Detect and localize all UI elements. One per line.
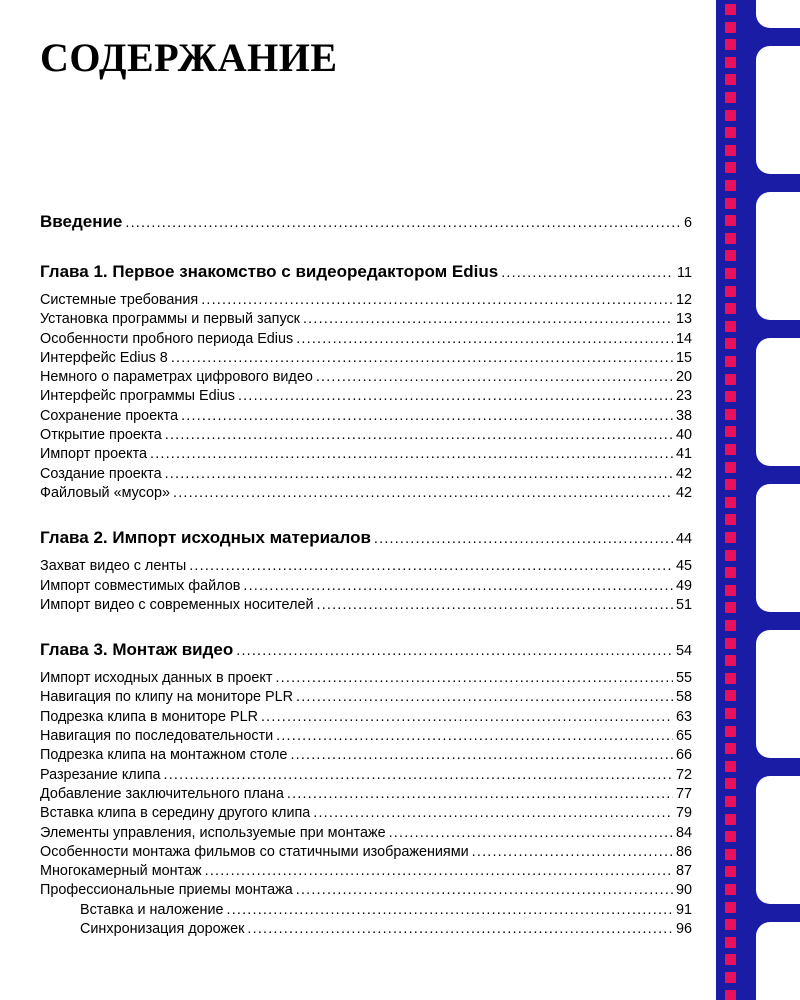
toc-entry-label: Установка программы и первый запуск: [40, 311, 300, 328]
toc-entry-label: Системные требования: [40, 292, 199, 308]
toc-chapter-page: 44: [675, 531, 692, 548]
toc-entry[interactable]: [40, 785, 692, 804]
toc-entry-page: 63: [675, 708, 692, 725]
toc-entry-label: Навигация по клипу на мониторе PLR: [40, 689, 294, 706]
toc-entry-page: 96: [675, 921, 692, 938]
toc-entry-page: 49: [675, 577, 692, 594]
dot-leader: [201, 291, 673, 310]
film-sprocket-hole: [725, 127, 736, 138]
film-sprocket-hole: [725, 268, 736, 279]
toc-entry-label: Импорт совместимых файлов: [40, 577, 241, 594]
toc-entry-page: 6: [683, 215, 692, 231]
toc-chapter-2[interactable]: [40, 526, 692, 550]
dot-leader: [501, 261, 674, 285]
toc-entry-page: 77: [675, 785, 692, 802]
toc-entry-label: Подрезка клипа в мониторе PLR: [40, 708, 258, 725]
film-sprocket-hole: [725, 462, 736, 473]
toc-subentry[interactable]: [40, 901, 692, 920]
dot-leader: [173, 484, 673, 503]
toc-entry[interactable]: [40, 708, 692, 727]
toc-entry[interactable]: [40, 349, 692, 368]
toc-entry-page: 58: [675, 689, 692, 706]
dot-leader: [317, 596, 673, 615]
film-sprocket-hole: [725, 162, 736, 173]
toc-entry[interactable]: [40, 881, 692, 900]
film-sprocket-hole: [725, 145, 736, 156]
toc-chapter-1[interactable]: [40, 260, 692, 284]
toc-entry-label: Открытие проекта: [40, 427, 162, 444]
toc-entry-page: 38: [675, 407, 692, 424]
dot-leader: [287, 785, 673, 804]
toc-entry-page: 40: [675, 427, 692, 444]
dot-leader: [238, 387, 673, 406]
dot-leader: [374, 527, 673, 551]
film-frame: [756, 0, 800, 28]
toc-entry[interactable]: [40, 330, 692, 349]
toc-chapter-label: Глава 2. Импорт исходных материалов: [40, 528, 371, 548]
film-sprocket-hole: [725, 638, 736, 649]
toc-entry-label: Импорт исходных данных в проект: [40, 670, 273, 687]
dot-leader: [205, 862, 673, 881]
toc-entry[interactable]: [40, 688, 692, 707]
film-sprocket-hole: [725, 814, 736, 825]
toc-entry-label: Интерфейс Edius 8: [40, 349, 168, 366]
toc-chapter-3[interactable]: [40, 638, 692, 662]
toc-entry-label: Особенности пробного периода Edius: [40, 330, 294, 347]
film-sprocket-hole: [725, 708, 736, 719]
toc-entry-page: 86: [675, 843, 692, 860]
film-sprocket-hole: [725, 778, 736, 789]
film-sprocket-hole: [725, 620, 736, 631]
toc-entry[interactable]: [40, 862, 692, 881]
film-sprocket-hole: [725, 690, 736, 701]
toc-intro-entry[interactable]: [40, 210, 692, 234]
toc-subentry[interactable]: [40, 920, 692, 939]
film-sprocket-hole: [725, 990, 736, 1000]
table-of-contents: [40, 210, 692, 939]
toc-entry-label: Добавление заключительного плана: [40, 785, 284, 802]
dot-leader: [227, 901, 673, 920]
toc-entry-label: Элементы управления, используемые при монтаже: [40, 824, 386, 841]
dot-leader: [171, 349, 673, 368]
toc-entry-label: Разрезание клипа: [40, 766, 161, 783]
film-sprocket-hole: [725, 250, 736, 261]
film-sprocket-hole: [725, 57, 736, 68]
toc-entry-page: 79: [675, 805, 692, 822]
toc-entry-page: 65: [675, 728, 692, 745]
dot-leader: [275, 669, 673, 688]
dot-leader: [150, 445, 673, 464]
film-sprocket-hole: [725, 954, 736, 965]
toc-entry-label: Многокамерный монтаж: [40, 863, 202, 880]
film-sprocket-hole: [725, 831, 736, 842]
dot-leader: [389, 824, 673, 843]
toc-entry-page: 13: [675, 311, 692, 328]
toc-entry[interactable]: [40, 465, 692, 484]
dot-leader: [236, 639, 673, 663]
film-sprocket-hole: [725, 655, 736, 666]
dot-leader: [181, 407, 673, 426]
film-sprocket-hole: [725, 796, 736, 807]
film-sprocket-hole: [725, 374, 736, 385]
toc-entry[interactable]: [40, 824, 692, 843]
film-strip-decoration: [716, 0, 800, 1000]
toc-entry[interactable]: [40, 804, 692, 823]
film-sprocket-hole: [725, 338, 736, 349]
dot-leader: [125, 211, 681, 235]
film-sprocket-hole: [725, 215, 736, 226]
toc-entry-page: 91: [675, 901, 692, 918]
toc-entry[interactable]: [40, 445, 692, 464]
toc-entry-page: 55: [675, 670, 692, 687]
toc-entry-label: Сохранение проекта: [40, 407, 179, 424]
film-sprocket-hole: [725, 409, 736, 420]
film-sprocket-hole: [725, 391, 736, 402]
dot-leader: [165, 465, 673, 484]
film-sprocket-hole: [725, 233, 736, 244]
toc-entry-label: Импорт видео с современных носителей: [40, 596, 314, 613]
film-sprocket-hole: [725, 426, 736, 437]
toc-entry-page: 23: [675, 388, 692, 405]
toc-entry[interactable]: [40, 746, 692, 765]
film-frame: [756, 776, 800, 904]
dot-leader: [313, 804, 673, 823]
dot-leader: [316, 368, 673, 387]
toc-entry[interactable]: [40, 426, 692, 445]
film-sprocket-hole: [725, 286, 736, 297]
toc-entry-page: 87: [675, 863, 692, 880]
toc-entry-page: 14: [675, 330, 692, 347]
dot-leader: [276, 727, 673, 746]
toc-entry[interactable]: [40, 727, 692, 746]
film-sprocket-hole: [725, 602, 736, 613]
toc-entry-label: Вставка клипа в середину другого клипа: [40, 805, 311, 822]
film-sprocket-hole: [725, 444, 736, 455]
toc-entry[interactable]: [40, 291, 692, 310]
film-sprocket-hole: [725, 514, 736, 525]
toc-chapter-label: Глава 1. Первое знакомство с видеоредактором Edius: [40, 262, 499, 281]
toc-entry-label: Немного о параметрах цифрового видео: [40, 369, 313, 386]
film-sprocket-hole: [725, 673, 736, 684]
toc-entry[interactable]: [40, 766, 692, 785]
film-sprocket-hole: [725, 4, 736, 15]
dot-leader: [296, 688, 673, 707]
toc-entry-page: 42: [675, 484, 692, 501]
toc-entry-label: Введение: [40, 212, 123, 231]
dot-leader: [290, 746, 673, 765]
toc-entry[interactable]: [40, 557, 692, 576]
film-sprocket-hole: [725, 972, 736, 983]
film-sprocket-hole: [725, 761, 736, 772]
film-sprocket-hole: [725, 726, 736, 737]
dot-leader: [164, 766, 673, 785]
film-frame: [756, 338, 800, 466]
film-sprocket-hole: [725, 110, 736, 121]
film-sprocket-hole: [725, 866, 736, 877]
toc-entry-page: 84: [675, 824, 692, 841]
dot-leader: [247, 920, 673, 939]
toc-entry-label: Особенности монтажа фильмов со статичными изображениями: [40, 843, 469, 860]
film-sprocket-hole: [725, 743, 736, 754]
toc-entry-label: Навигация по последовательности: [40, 728, 274, 745]
dot-leader: [189, 557, 673, 576]
toc-entry-page: 15: [675, 349, 692, 366]
toc-chapter-label: Глава 3. Монтаж видео: [40, 640, 234, 660]
toc-entry[interactable]: [40, 596, 692, 615]
film-sprocket-hole: [725, 321, 736, 332]
dot-leader: [243, 577, 673, 596]
dot-leader: [261, 708, 673, 727]
toc-entry-page: 90: [675, 882, 692, 899]
film-sprocket-hole: [725, 39, 736, 50]
toc-entry-page: 41: [675, 446, 692, 463]
toc-entry-label: Интерфейс программы Edius: [40, 388, 235, 405]
toc-entry[interactable]: [40, 669, 692, 688]
toc-entry[interactable]: [40, 577, 692, 596]
dot-leader: [165, 426, 673, 445]
toc-entry-page: 51: [675, 596, 692, 613]
toc-entry-label: Профессиональные приемы монтажа: [40, 882, 293, 899]
toc-entry-page: 20: [675, 369, 692, 386]
film-sprocket-hole: [725, 180, 736, 191]
toc-entry[interactable]: [40, 310, 692, 329]
dot-leader: [296, 881, 673, 900]
film-sprocket-hole: [725, 198, 736, 209]
toc-entry[interactable]: [40, 387, 692, 406]
film-sprocket-hole: [725, 567, 736, 578]
film-sprocket-hole: [725, 22, 736, 33]
film-sprocket-hole: [725, 937, 736, 948]
page-title: СОДЕРЖАНИЕ: [40, 35, 338, 80]
toc-entry[interactable]: [40, 407, 692, 426]
film-sprocket-hole: [725, 902, 736, 913]
film-frame: [756, 630, 800, 758]
film-frame: [756, 46, 800, 174]
film-sprocket-hole: [725, 497, 736, 508]
film-sprocket-hole: [725, 884, 736, 895]
film-sprocket-hole: [725, 92, 736, 103]
toc-entry-page: 66: [675, 747, 692, 764]
toc-chapter-page: 54: [675, 643, 692, 660]
toc-chapter-page: 11: [677, 265, 692, 281]
toc-entry-page: 42: [675, 465, 692, 482]
toc-entry-page: 12: [675, 292, 692, 308]
film-frame: [756, 922, 800, 1000]
film-sprocket-hole: [725, 74, 736, 85]
toc-entry[interactable]: [40, 484, 692, 503]
film-sprocket-hole: [725, 849, 736, 860]
toc-entry-label: Синхронизация дорожек: [80, 921, 245, 938]
toc-entry-page: 45: [675, 558, 692, 575]
film-frame: [756, 192, 800, 320]
toc-entry-label: Захват видео с ленты: [40, 558, 187, 575]
toc-entry-label: Файловый «мусор»: [40, 484, 171, 501]
film-sprocket-hole: [725, 585, 736, 596]
toc-entry-label: Импорт проекта: [40, 446, 148, 463]
film-sprocket-hole: [725, 550, 736, 561]
film-frame: [756, 484, 800, 612]
toc-entry-label: Подрезка клипа на монтажном столе: [40, 747, 288, 764]
toc-entry-label: Вставка и наложение: [80, 901, 224, 918]
film-sprocket-hole: [725, 919, 736, 930]
toc-entry-label: Создание проекта: [40, 465, 162, 482]
film-sprocket-hole: [725, 532, 736, 543]
film-sprocket-hole: [725, 356, 736, 367]
film-sprocket-hole: [725, 479, 736, 490]
toc-entry[interactable]: [40, 843, 692, 862]
film-sprocket-hole: [725, 303, 736, 314]
dot-leader: [303, 310, 673, 329]
toc-entry[interactable]: [40, 368, 692, 387]
toc-entry-page: 72: [675, 766, 692, 783]
dot-leader: [296, 330, 673, 349]
dot-leader: [472, 843, 673, 862]
